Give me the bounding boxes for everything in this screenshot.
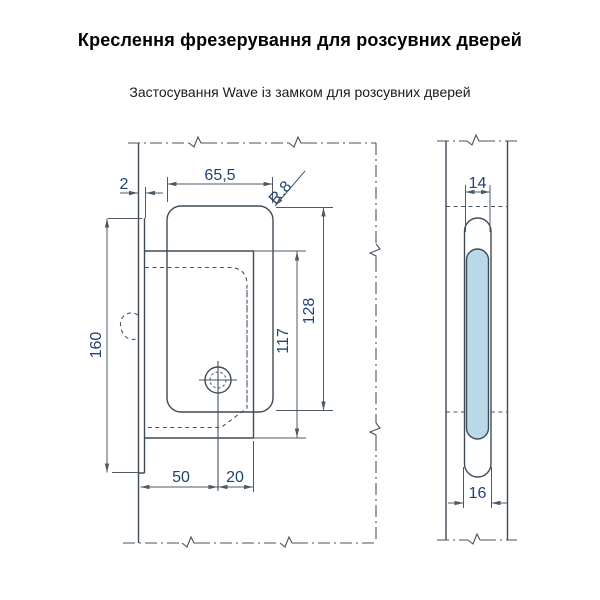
break-icon (189, 137, 205, 147)
side-view (437, 135, 517, 544)
dim-label-16: 16 (468, 485, 487, 502)
break-icon (370, 423, 380, 439)
break-icon (467, 135, 483, 145)
dim-label-20: 20 (226, 469, 244, 486)
break-icon (468, 534, 484, 544)
dim-label-117: 117 (275, 328, 292, 354)
dimension-case-height (275, 252, 297, 438)
faceplate-edge-line (139, 218, 145, 473)
handle-pocket-outline (167, 206, 273, 412)
dim-label-2: 2 (119, 176, 129, 193)
hidden-lock-body-outline (145, 268, 247, 428)
break-icon (370, 244, 380, 260)
dimension-center-position (141, 441, 254, 492)
dim-label-65-5: 65,5 (204, 167, 236, 184)
break-icon (280, 537, 296, 547)
dimension-handle-width (466, 175, 491, 232)
dim-label-14: 14 (468, 175, 487, 192)
break-icon (289, 137, 305, 147)
page-title: Креслення фрезерування для розсувних дверей (77, 30, 523, 50)
dimension-pocket-height (276, 208, 333, 411)
dimension-plate-height (88, 219, 142, 473)
front-view (88, 137, 380, 547)
hidden-latch-hook (120, 313, 138, 340)
handle-insert-shape (467, 249, 489, 439)
page-subtitle: Застосування Wave із замком для розсувних дверей (129, 84, 471, 100)
dimension-slot-width (448, 467, 507, 508)
dimension-edge-offset (120, 176, 163, 193)
lock-case-lines (145, 251, 254, 438)
dim-label-160: 160 (88, 331, 105, 359)
dimension-corner-radius (266, 171, 305, 208)
dimension-pocket-width (168, 167, 273, 203)
break-icon (182, 537, 198, 547)
dim-label-r8: R.8 (266, 178, 296, 208)
dim-label-128: 128 (301, 297, 318, 325)
front-view-centerlines (123, 137, 380, 547)
extension-lines (108, 219, 142, 473)
dim-label-50: 50 (172, 469, 190, 486)
